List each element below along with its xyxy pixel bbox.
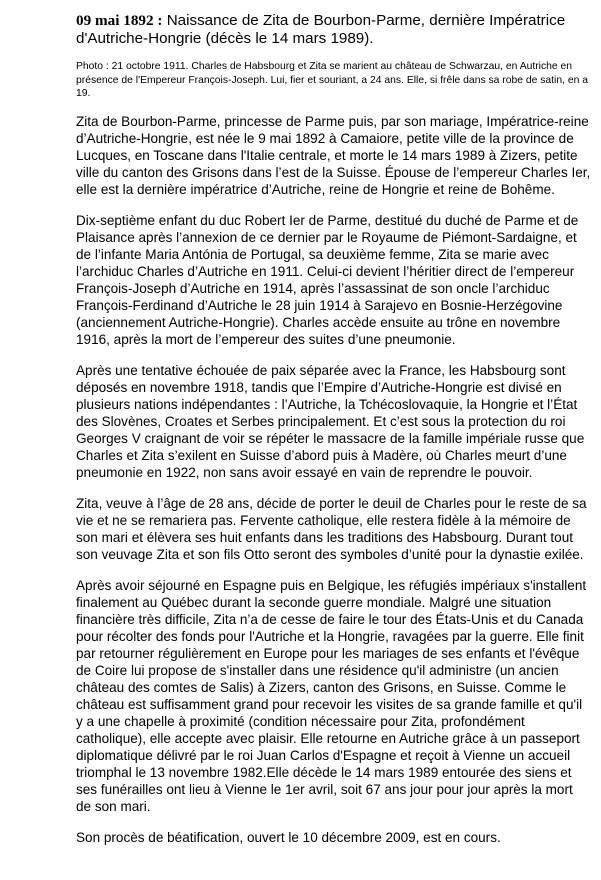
paragraph-birth-and-titles: Zita de Bourbon-Parme, princesse de Parme puis, par son mariage, Impératrice-reine d’Autriche-Hongrie, est née le 9 mai 1892 à Camaiore, petite ville de la province de Lucques, en Toscane dans l'Italie centrale, et morte le 14 mars 1989 à Zizers, petite ville du canton des Grisons dans l’est de la Suisse. Épouse de l’empereur Charles Ier, elle est la dernière impératrice d’Autriche, reine de Hongrie et reine de Bohême. — [76, 113, 591, 197]
paragraph-exile: Après une tentative échouée de paix séparée avec la France, les Habsbourg sont déposés en novembre 1918, tandis que l’Empire d’Autriche-Hongrie est divisé en plusieurs nations indépendantes : l’Autriche, la Tchécoslovaquie, la Hongrie et l’État des Slovènes, Croates et Serbes principalement. Et c’est sous la protection du roi Georges V craignant de voir se répéter le massacre de la famille impériale russe que Charles et Zita s’exilent en Suisse d’abord puis à Madère, où Charles meurt d’une pneumonie en 1922, non sans avoir essayé en vain de reprendre le pouvoir. — [76, 362, 585, 480]
paragraph-later-life: Après avoir séjourné en Espagne puis en Belgique, les réfugiés impériaux s'installent finalement au Québec durant la seconde guerre mondiale. Malgré une situation financière très difficile, Zita n’a de cesse de faire le tour des États-Unis et du Canada pour récolter des fonds pour l'Autriche et la Hongrie, ravagées par la guerre. Elle finit par retourner régulièrement en Europe pour les mariages de ses enfants et l'évêque de Coire lui propose de s'installer dans une résidence qu'il administre (un ancien château des comtes de Salis) à Zizers, canton des Grisons, en Suisse. Comme le château est suffisamment grand pour recevoir les visites de sa grande famille et qu'il y a une chapelle à proximité (condition nécessaire pour Zita, profondément catholique), elle accepte avec plaisir. Elle retourne en Autriche grâce à un passeport diplomatique délivré par le roi Juan Carlos d'Espagne et reçoit à Vienne un accueil triomphal le 13 novembre 1982.Elle décède le 14 mars 1989 entourée des siens et ses funérailles ont lieu à Vienne le 1er avril, soit 67 ans jour pour jour après la mort de son mari. — [76, 577, 587, 814]
paragraph-family-and-marriage: Dix-septième enfant du duc Robert Ier de Parme, destitué du duché de Parme et de Plaisance après l’annexion de ce dernier par le Royaume de Piémont-Sardaigne, et de l’infante Maria Antónia de Portugal, sa deuxième femme, Zita se marie avec l’archiduc Charles d’Autriche en 1911. Celui-ci devient l’héritier direct de l’empereur François-Joseph d’Autriche en 1914, après l’assassinat de son oncle l’archiduc François-Ferdinand d’Autriche le 28 juin 1914 à Sarajevo en Bosnie-Herzégovine (anciennement Autriche-Hongrie). Charles accède ensuite au trône en novembre 1916, après la mort de l’empereur des suites d’une pneumonie. — [76, 212, 579, 347]
article-date: 09 mai 1892 : — [76, 12, 163, 29]
paragraph-widowhood: Zita, veuve à l’âge de 28 ans, décide de porter le deuil de Charles pour le reste de sa vie et ne se remariera pas. Fervente catholique, elle restera fidèle à la mémoire de son mari et élèvera ses huit enfants dans les traditions des Habsbourg. Durant tout son veuvage Zita et son fils Otto seront des symboles d’unité pour la dynastie exilée. — [76, 495, 587, 562]
article-headline: Naissance de Zita de Bourbon-Parme, dernière Impératrice d'Autriche-Hongrie (décès le 14 mars 1989). — [76, 12, 566, 47]
article-heading — [76, 12, 576, 48]
photo-caption: Photo : 21 octobre 1911. Charles de Habsbourg et Zita se marient au château de Schwarzau, en Autriche en présence de l'Empereur François-Joseph. Lui, fier et souriant, a 24 ans. Elle, si frêle dans sa robe de satin, en a 19. — [76, 61, 588, 99]
paragraph-beatification: Son procès de béatification, ouvert le 10 décembre 2009, est en cours. — [76, 829, 501, 845]
